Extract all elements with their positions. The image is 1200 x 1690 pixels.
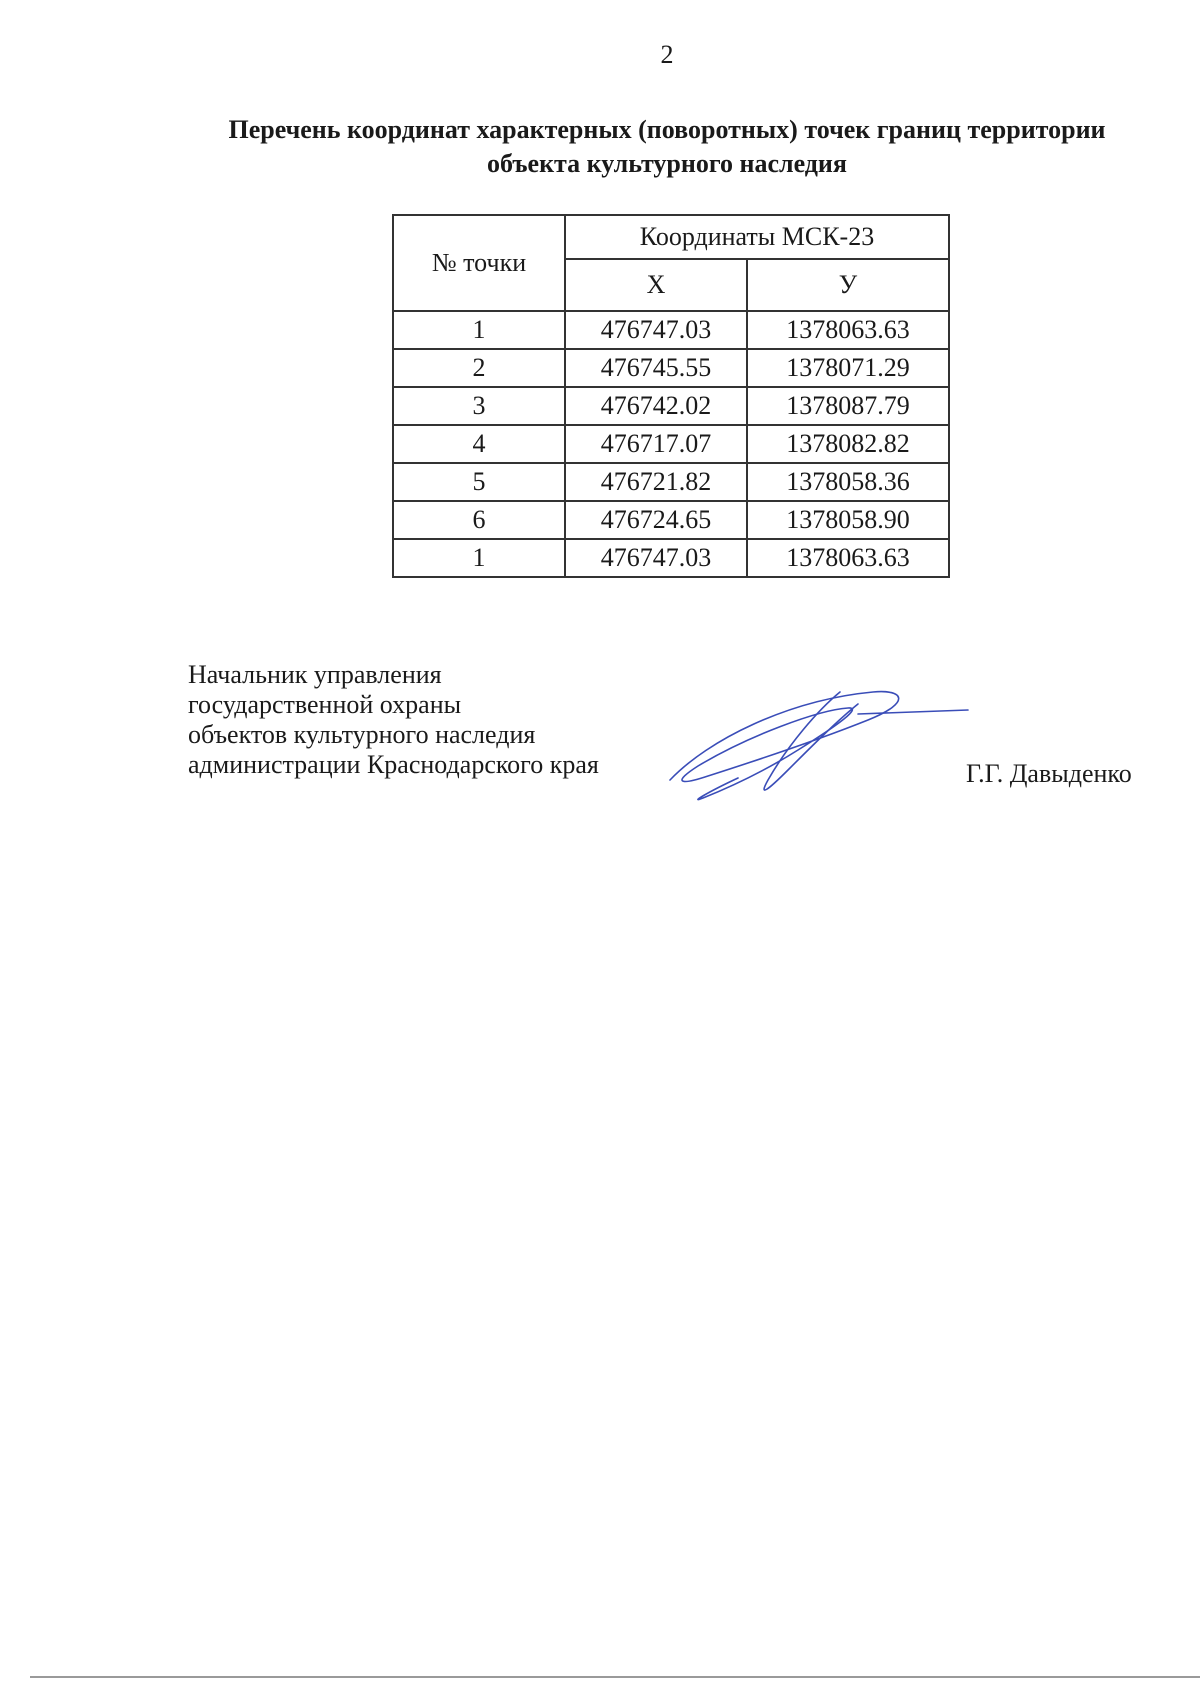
title-line-1: Перечень координат характерных (поворотных) точек границ территории [228, 115, 1106, 144]
cell-x: 476745.55 [565, 349, 747, 387]
table-row [393, 501, 949, 539]
cell-y: 1378082.82 [747, 425, 949, 463]
table-row [393, 425, 949, 463]
cell-point: 1 [393, 311, 565, 349]
header-coordinates: Координаты МСК-23 [565, 215, 949, 259]
table-row [393, 463, 949, 501]
handwritten-signature [668, 680, 978, 815]
position-line-2: государственной охраны [188, 690, 462, 719]
cell-y: 1378058.90 [747, 501, 949, 539]
signer-name: Г.Г. Давыденко [966, 759, 1132, 788]
position-line-4: администрации Краснодарского края [188, 750, 599, 779]
cell-y: 1378071.29 [747, 349, 949, 387]
position-line-1: Начальник управления [188, 660, 442, 689]
cell-point: 5 [393, 463, 565, 501]
page-number: 2 [660, 40, 674, 69]
header-x: Х [565, 259, 747, 311]
cell-x: 476742.02 [565, 387, 747, 425]
cell-x: 476747.03 [565, 311, 747, 349]
cell-point: 1 [393, 539, 565, 577]
cell-x: 476721.82 [565, 463, 747, 501]
cell-y: 1378087.79 [747, 387, 949, 425]
cell-x: 476724.65 [565, 501, 747, 539]
header-point-number: № точки [393, 215, 565, 311]
table-row [393, 387, 949, 425]
document-title [150, 113, 1184, 181]
title-line-2: объекта культурного наследия [487, 149, 847, 178]
cell-point: 6 [393, 501, 565, 539]
cell-point: 4 [393, 425, 565, 463]
table-header-row [393, 215, 949, 259]
cell-point: 2 [393, 349, 565, 387]
table-row [393, 539, 949, 577]
cell-y: 1378058.36 [747, 463, 949, 501]
table-row [393, 311, 949, 349]
signatory-position [188, 660, 599, 780]
header-y: У [747, 259, 949, 311]
cell-y: 1378063.63 [747, 539, 949, 577]
cell-point: 3 [393, 387, 565, 425]
page-bottom-edge [30, 1676, 1200, 1678]
table-row [393, 349, 949, 387]
cell-x: 476747.03 [565, 539, 747, 577]
cell-x: 476717.07 [565, 425, 747, 463]
signature-icon [668, 680, 978, 810]
position-line-3: объектов культурного наследия [188, 720, 536, 749]
coordinates-table [392, 214, 950, 578]
cell-y: 1378063.63 [747, 311, 949, 349]
